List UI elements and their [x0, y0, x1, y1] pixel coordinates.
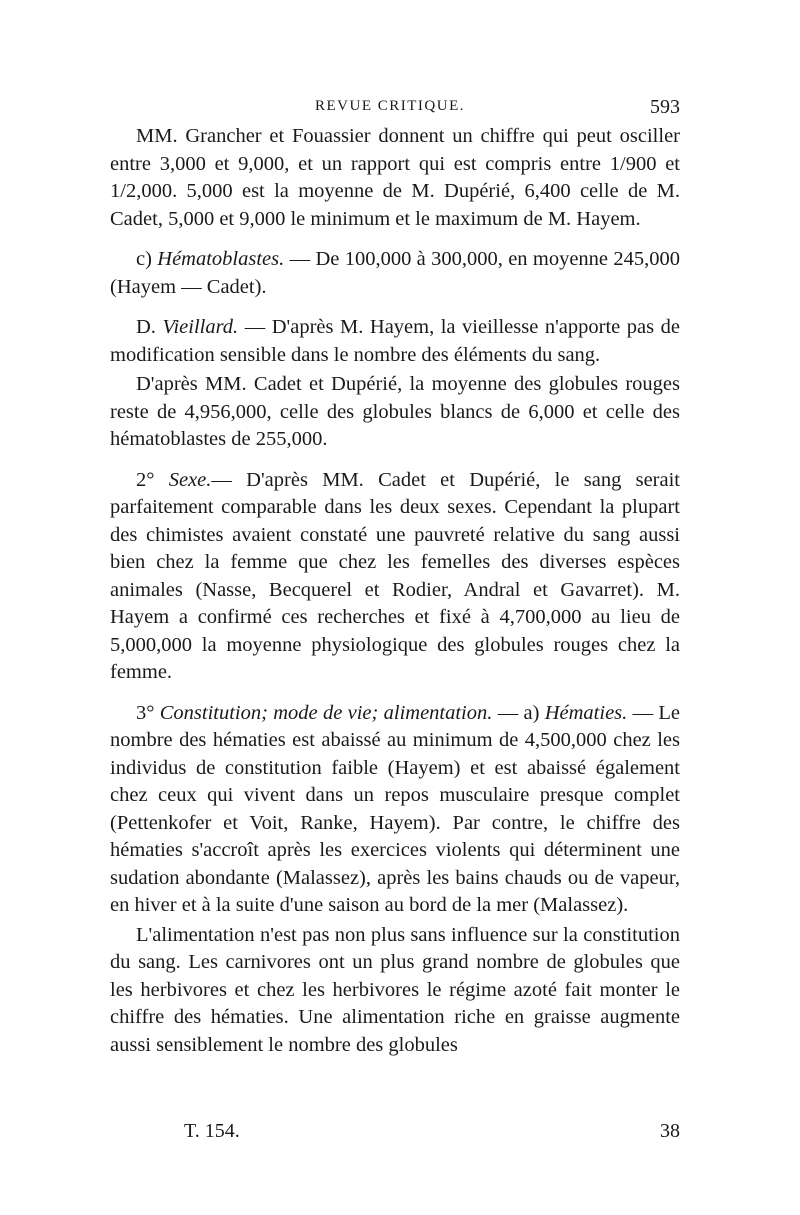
- paragraph-cadet-duperie: [110, 371, 680, 454]
- paragraph-text: D'après MM. Cadet et Dupérié, la moyenne des globules rouges reste de 4,956,000, celle des globules blancs de 6,000 et celle des hématoblastes de 255,000.: [110, 373, 680, 450]
- section-heading: Vieillard.: [162, 316, 239, 338]
- section-heading: Constitution; mode de vie; alimentation.: [159, 701, 493, 724]
- section-marker: D.: [136, 316, 163, 338]
- paragraph-leukocytes: [110, 123, 680, 233]
- page-header: [110, 96, 680, 120]
- section-heading: Sexe.: [168, 468, 212, 491]
- subsection-heading: Hématies.: [544, 701, 628, 724]
- paragraph-alimentation: [110, 922, 680, 1060]
- paragraph-text: — D'après M. Hayem, la vieillesse n'apporte pas de modification sensible dans le nombre des éléments du sang.: [110, 316, 680, 366]
- page-footer: [110, 1120, 680, 1148]
- page-body: [110, 123, 680, 1059]
- paragraph-constitution: [110, 700, 680, 920]
- paragraph-text: L'alimentation n'est pas non plus sans influence sur la constitution du sang. Les carnivores ont un plus grand nombre de globules que les herbivores et chez les herbivores le régime azoté fait monter le chiffre des hématies. Une alimentation riche en graisse augmente aussi sensiblement le nombre des globules: [110, 923, 680, 1056]
- paragraph-text: — De 100,000 à 300,000, en moyenne 245,000 (Hayem — Cadet).: [110, 248, 680, 298]
- tome-label: T. 154.: [184, 1120, 240, 1142]
- paragraph-sexe: [110, 467, 680, 687]
- paragraph-text: — D'après MM. Cadet et Dupérié, le sang serait parfaitement comparable dans les deux sexes. Cependant la plupart des chimistes avaient constaté une pauvreté relative du sang aussi bien chez la femme que chez les femelles des diverses espèces animales (Nasse, Becquerel et Rodier, Andral et Gavarret). M. Hayem a confirmé ces recherches et fixé à 4,700,000 au lieu de 5,000,000 la moyenne physiologique des globules rouges chez la femme.: [110, 468, 680, 683]
- section-marker: 2°: [136, 468, 169, 491]
- running-title: REVUE CRITIQUE.: [315, 98, 465, 114]
- paragraph-hematoblastes: [110, 246, 680, 301]
- subsection-marker: — a): [492, 701, 545, 724]
- paragraph-vieillard: [110, 314, 680, 369]
- paragraph-text: MM. Grancher et Fouassier donnent un chiffre qui peut osciller entre 3,000 et 9,000, et un rapport qui est compris entre 1/900 et 1/2,000. 5,000 est la moyenne de M. Dupérié, 6,400 celle de M. Cadet, 5,000 et 9,000 le minimum et le maximum de M. Hayem.: [110, 125, 680, 230]
- section-marker: c): [136, 248, 158, 270]
- page-number: 593: [650, 96, 680, 118]
- section-heading: Hématoblastes.: [157, 248, 285, 270]
- signature-mark: 38: [660, 1120, 680, 1142]
- paragraph-text: — Le nombre des hématies est abaissé au minimum de 4,500,000 chez les individus de constitution faible (Hayem) et est abaissé également chez ceux qui vivent dans un repos musculaire presque complet (Pettenkofer et Voit, Ranke, Hayem). Par contre, le chiffre des hématies s'accroît après les exercices violents qui déterminent une sudation abondante (Malassez), après les bains chauds ou de vapeur, en hiver et à la suite d'une saison au bord de la mer (Malassez).: [110, 701, 680, 916]
- section-marker: 3°: [136, 701, 160, 724]
